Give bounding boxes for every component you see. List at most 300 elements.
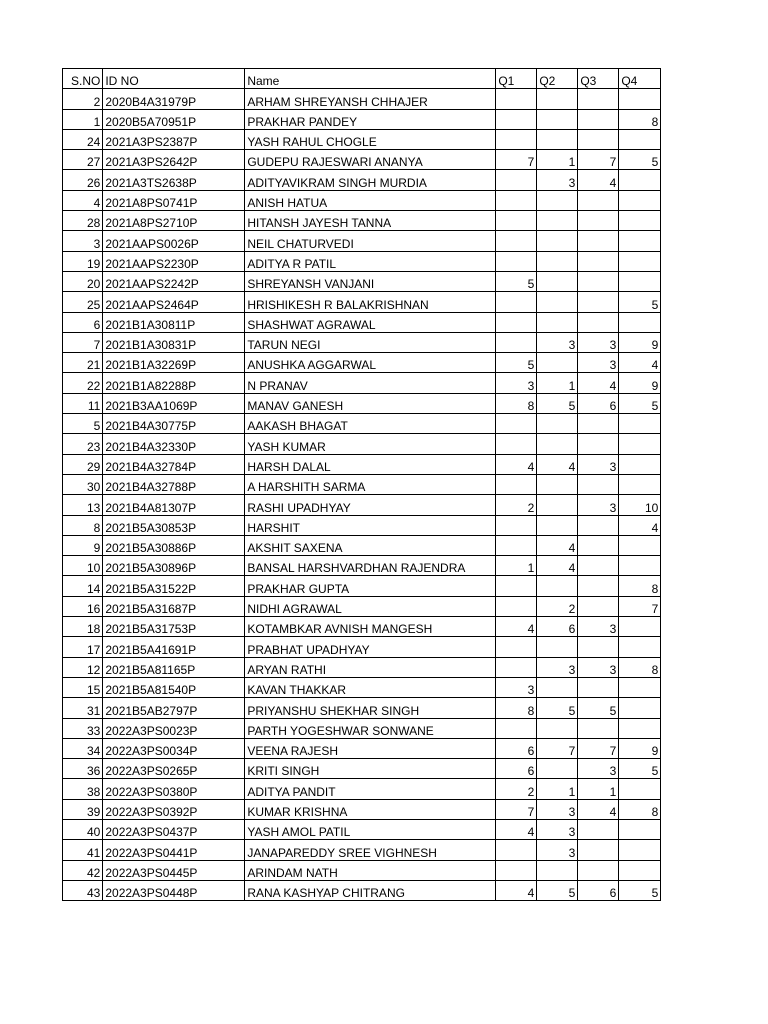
cell-name: PRAKHAR GUPTA bbox=[245, 576, 496, 596]
header-sno: S.NO bbox=[63, 69, 103, 89]
cell-name: PRABHAT UPADHYAY bbox=[245, 637, 496, 657]
table-row bbox=[63, 109, 661, 129]
cell-q2 bbox=[537, 637, 578, 657]
cell-q3: 4 bbox=[578, 373, 619, 393]
cell-q2 bbox=[537, 312, 578, 332]
cell-q1 bbox=[496, 576, 537, 596]
cell-q3 bbox=[578, 211, 619, 231]
cell-name: ADITYAVIKRAM SINGH MURDIA bbox=[245, 170, 496, 190]
cell-q1: 6 bbox=[496, 759, 537, 779]
cell-name: HRISHIKESH R BALAKRISHNAN bbox=[245, 292, 496, 312]
table-row bbox=[63, 434, 661, 454]
table-row bbox=[63, 698, 661, 718]
table-row bbox=[63, 312, 661, 332]
cell-id-no: 2021B5A81540P bbox=[103, 677, 245, 697]
cell-q3: 7 bbox=[578, 738, 619, 758]
cell-id-no: 2021B4A30775P bbox=[103, 414, 245, 434]
cell-q3: 4 bbox=[578, 170, 619, 190]
table-row bbox=[63, 738, 661, 758]
cell-q4 bbox=[619, 819, 661, 839]
cell-q4: 8 bbox=[619, 657, 661, 677]
cell-q3 bbox=[578, 819, 619, 839]
table-row bbox=[63, 211, 661, 231]
cell-sno: 1 bbox=[63, 109, 103, 129]
cell-q4 bbox=[619, 211, 661, 231]
cell-name: KOTAMBKAR AVNISH MANGESH bbox=[245, 617, 496, 637]
cell-q1: 8 bbox=[496, 393, 537, 413]
cell-id-no: 2021A8PS2710P bbox=[103, 211, 245, 231]
cell-name: KAVAN THAKKAR bbox=[245, 677, 496, 697]
cell-q3 bbox=[578, 576, 619, 596]
cell-q1 bbox=[496, 596, 537, 616]
table-row bbox=[63, 779, 661, 799]
cell-sno: 33 bbox=[63, 718, 103, 738]
cell-sno: 25 bbox=[63, 292, 103, 312]
cell-id-no: 2022A3PS0034P bbox=[103, 738, 245, 758]
cell-q1 bbox=[496, 637, 537, 657]
cell-q4 bbox=[619, 637, 661, 657]
cell-q4 bbox=[619, 718, 661, 738]
cell-q4 bbox=[619, 312, 661, 332]
cell-q4 bbox=[619, 779, 661, 799]
cell-sno: 16 bbox=[63, 596, 103, 616]
table-row bbox=[63, 170, 661, 190]
cell-q3 bbox=[578, 292, 619, 312]
cell-q4 bbox=[619, 454, 661, 474]
cell-q3: 3 bbox=[578, 332, 619, 352]
cell-q4: 9 bbox=[619, 738, 661, 758]
cell-q1: 4 bbox=[496, 617, 537, 637]
cell-id-no: 2021AAPS0026P bbox=[103, 231, 245, 251]
cell-q2: 2 bbox=[537, 596, 578, 616]
cell-q4 bbox=[619, 860, 661, 880]
cell-id-no: 2021B5A30886P bbox=[103, 535, 245, 555]
cell-name: ARINDAM NATH bbox=[245, 860, 496, 880]
cell-sno: 38 bbox=[63, 779, 103, 799]
cell-q4: 7 bbox=[619, 596, 661, 616]
cell-id-no: 2021B4A32784P bbox=[103, 454, 245, 474]
cell-q1 bbox=[496, 190, 537, 210]
cell-q3: 5 bbox=[578, 698, 619, 718]
cell-q2 bbox=[537, 759, 578, 779]
table-row bbox=[63, 759, 661, 779]
cell-name: KUMAR KRISHNA bbox=[245, 799, 496, 819]
cell-name: VEENA RAJESH bbox=[245, 738, 496, 758]
cell-name: GUDEPU RAJESWARI ANANYA bbox=[245, 150, 496, 170]
cell-id-no: 2021B4A32788P bbox=[103, 474, 245, 494]
cell-q2 bbox=[537, 109, 578, 129]
cell-q4: 9 bbox=[619, 373, 661, 393]
cell-q3 bbox=[578, 515, 619, 535]
cell-q4 bbox=[619, 535, 661, 555]
cell-q3 bbox=[578, 677, 619, 697]
cell-q2: 1 bbox=[537, 779, 578, 799]
cell-q4: 5 bbox=[619, 150, 661, 170]
cell-sno: 24 bbox=[63, 129, 103, 149]
cell-name: PARTH YOGESHWAR SONWANE bbox=[245, 718, 496, 738]
cell-q4 bbox=[619, 170, 661, 190]
cell-sno: 43 bbox=[63, 880, 103, 900]
cell-id-no: 2021AAPS2242P bbox=[103, 271, 245, 291]
cell-id-no: 2021B1A30811P bbox=[103, 312, 245, 332]
cell-id-no: 2020B4A31979P bbox=[103, 89, 245, 109]
cell-id-no: 2021B4A81307P bbox=[103, 495, 245, 515]
cell-id-no: 2021B5A31687P bbox=[103, 596, 245, 616]
cell-q1: 8 bbox=[496, 698, 537, 718]
cell-name: AKSHIT SAXENA bbox=[245, 535, 496, 555]
cell-name: A HARSHITH SARMA bbox=[245, 474, 496, 494]
cell-q3 bbox=[578, 860, 619, 880]
cell-q1: 5 bbox=[496, 271, 537, 291]
cell-id-no: 2022A3PS0380P bbox=[103, 779, 245, 799]
cell-name: ARHAM SHREYANSH CHHAJER bbox=[245, 89, 496, 109]
cell-id-no: 2021A3TS2638P bbox=[103, 170, 245, 190]
cell-id-no: 2021A3PS2642P bbox=[103, 150, 245, 170]
cell-q4 bbox=[619, 231, 661, 251]
cell-q4: 5 bbox=[619, 880, 661, 900]
cell-name: N PRANAV bbox=[245, 373, 496, 393]
cell-q4: 4 bbox=[619, 515, 661, 535]
cell-q4: 5 bbox=[619, 759, 661, 779]
cell-q2 bbox=[537, 211, 578, 231]
cell-q4 bbox=[619, 434, 661, 454]
cell-q3 bbox=[578, 840, 619, 860]
cell-q3: 7 bbox=[578, 150, 619, 170]
cell-q1: 3 bbox=[496, 373, 537, 393]
cell-q1 bbox=[496, 718, 537, 738]
table-row bbox=[63, 332, 661, 352]
cell-q4 bbox=[619, 129, 661, 149]
cell-name: ANISH HATUA bbox=[245, 190, 496, 210]
cell-q3: 3 bbox=[578, 353, 619, 373]
cell-q3: 1 bbox=[578, 779, 619, 799]
cell-q1: 7 bbox=[496, 150, 537, 170]
cell-q3: 6 bbox=[578, 880, 619, 900]
cell-name: HARSH DALAL bbox=[245, 454, 496, 474]
cell-name: ADITYA R PATIL bbox=[245, 251, 496, 271]
cell-q3: 3 bbox=[578, 657, 619, 677]
cell-q1 bbox=[496, 657, 537, 677]
cell-q2 bbox=[537, 89, 578, 109]
cell-q2: 3 bbox=[537, 657, 578, 677]
cell-q2 bbox=[537, 251, 578, 271]
cell-q2: 1 bbox=[537, 150, 578, 170]
cell-q2: 4 bbox=[537, 556, 578, 576]
cell-q3 bbox=[578, 556, 619, 576]
cell-q4: 8 bbox=[619, 576, 661, 596]
cell-sno: 10 bbox=[63, 556, 103, 576]
cell-q4 bbox=[619, 698, 661, 718]
cell-sno: 6 bbox=[63, 312, 103, 332]
cell-id-no: 2020B5A70951P bbox=[103, 109, 245, 129]
cell-id-no: 2021B1A30831P bbox=[103, 332, 245, 352]
cell-sno: 8 bbox=[63, 515, 103, 535]
cell-name: TARUN NEGI bbox=[245, 332, 496, 352]
table-row bbox=[63, 799, 661, 819]
cell-id-no: 2021B5A30896P bbox=[103, 556, 245, 576]
cell-q1: 4 bbox=[496, 880, 537, 900]
cell-sno: 27 bbox=[63, 150, 103, 170]
table-row bbox=[63, 353, 661, 373]
cell-q2 bbox=[537, 495, 578, 515]
cell-q1 bbox=[496, 414, 537, 434]
cell-q4: 8 bbox=[619, 799, 661, 819]
table-row bbox=[63, 393, 661, 413]
cell-q2: 3 bbox=[537, 332, 578, 352]
header-q1: Q1 bbox=[496, 69, 537, 89]
cell-sno: 29 bbox=[63, 454, 103, 474]
cell-id-no: 2021B5A41691P bbox=[103, 637, 245, 657]
cell-q3 bbox=[578, 474, 619, 494]
cell-sno: 34 bbox=[63, 738, 103, 758]
cell-q3 bbox=[578, 251, 619, 271]
cell-q3 bbox=[578, 535, 619, 555]
cell-q1 bbox=[496, 251, 537, 271]
cell-q3 bbox=[578, 312, 619, 332]
cell-q1: 2 bbox=[496, 779, 537, 799]
cell-q2 bbox=[537, 860, 578, 880]
cell-q4 bbox=[619, 677, 661, 697]
cell-q3 bbox=[578, 231, 619, 251]
cell-name: ADITYA PANDIT bbox=[245, 779, 496, 799]
cell-name: SHREYANSH VANJANI bbox=[245, 271, 496, 291]
cell-name: BANSAL HARSHVARDHAN RAJENDRA bbox=[245, 556, 496, 576]
cell-name: ANUSHKA AGGARWAL bbox=[245, 353, 496, 373]
cell-q1 bbox=[496, 840, 537, 860]
cell-q1: 1 bbox=[496, 556, 537, 576]
cell-q2 bbox=[537, 190, 578, 210]
cell-q4 bbox=[619, 414, 661, 434]
cell-q1 bbox=[496, 515, 537, 535]
cell-sno: 21 bbox=[63, 353, 103, 373]
cell-id-no: 2021B5AB2797P bbox=[103, 698, 245, 718]
cell-q2: 1 bbox=[537, 373, 578, 393]
student-scores-table bbox=[62, 68, 661, 901]
cell-q2: 3 bbox=[537, 170, 578, 190]
cell-q1: 6 bbox=[496, 738, 537, 758]
cell-q3: 3 bbox=[578, 759, 619, 779]
cell-q2 bbox=[537, 434, 578, 454]
cell-sno: 18 bbox=[63, 617, 103, 637]
cell-q1: 3 bbox=[496, 677, 537, 697]
cell-q1 bbox=[496, 860, 537, 880]
cell-q2 bbox=[537, 515, 578, 535]
cell-q1: 2 bbox=[496, 495, 537, 515]
cell-sno: 5 bbox=[63, 414, 103, 434]
cell-q1 bbox=[496, 109, 537, 129]
table-row bbox=[63, 89, 661, 109]
cell-name: MANAV GANESH bbox=[245, 393, 496, 413]
cell-q3 bbox=[578, 414, 619, 434]
table-row bbox=[63, 556, 661, 576]
table-row bbox=[63, 819, 661, 839]
table-row bbox=[63, 271, 661, 291]
cell-q3: 3 bbox=[578, 617, 619, 637]
cell-q2: 4 bbox=[537, 535, 578, 555]
table-row bbox=[63, 880, 661, 900]
cell-id-no: 2021B1A32269P bbox=[103, 353, 245, 373]
cell-sno: 22 bbox=[63, 373, 103, 393]
cell-name: YASH AMOL PATIL bbox=[245, 819, 496, 839]
cell-q2: 5 bbox=[537, 880, 578, 900]
cell-q2 bbox=[537, 129, 578, 149]
cell-id-no: 2022A3PS0448P bbox=[103, 880, 245, 900]
cell-name: HARSHIT bbox=[245, 515, 496, 535]
cell-q1 bbox=[496, 170, 537, 190]
cell-q1 bbox=[496, 211, 537, 231]
cell-sno: 20 bbox=[63, 271, 103, 291]
cell-q3 bbox=[578, 190, 619, 210]
cell-sno: 31 bbox=[63, 698, 103, 718]
table-body bbox=[63, 89, 661, 901]
cell-q1: 5 bbox=[496, 353, 537, 373]
cell-name: NIDHI AGRAWAL bbox=[245, 596, 496, 616]
cell-q1: 4 bbox=[496, 819, 537, 839]
cell-q4: 8 bbox=[619, 109, 661, 129]
table-row bbox=[63, 251, 661, 271]
cell-id-no: 2021B3AA1069P bbox=[103, 393, 245, 413]
cell-q3 bbox=[578, 129, 619, 149]
cell-q4 bbox=[619, 89, 661, 109]
cell-q3: 3 bbox=[578, 495, 619, 515]
cell-sno: 2 bbox=[63, 89, 103, 109]
table-row bbox=[63, 637, 661, 657]
cell-id-no: 2021B1A82288P bbox=[103, 373, 245, 393]
cell-name: JANAPAREDDY SREE VIGHNESH bbox=[245, 840, 496, 860]
cell-q1 bbox=[496, 332, 537, 352]
table-row bbox=[63, 840, 661, 860]
cell-q4: 10 bbox=[619, 495, 661, 515]
cell-id-no: 2021A3PS2387P bbox=[103, 129, 245, 149]
cell-q2 bbox=[537, 292, 578, 312]
table-row bbox=[63, 677, 661, 697]
header-q2: Q2 bbox=[537, 69, 578, 89]
cell-sno: 19 bbox=[63, 251, 103, 271]
cell-sno: 39 bbox=[63, 799, 103, 819]
cell-name: YASH RAHUL CHOGLE bbox=[245, 129, 496, 149]
cell-q4 bbox=[619, 251, 661, 271]
cell-name: KRITI SINGH bbox=[245, 759, 496, 779]
cell-q2: 3 bbox=[537, 819, 578, 839]
table-row bbox=[63, 617, 661, 637]
cell-q4 bbox=[619, 556, 661, 576]
cell-q4: 5 bbox=[619, 393, 661, 413]
cell-q4: 9 bbox=[619, 332, 661, 352]
table-row bbox=[63, 718, 661, 738]
cell-id-no: 2021A8PS0741P bbox=[103, 190, 245, 210]
cell-q4 bbox=[619, 190, 661, 210]
cell-sno: 17 bbox=[63, 637, 103, 657]
cell-name: HITANSH JAYESH TANNA bbox=[245, 211, 496, 231]
cell-q1: 4 bbox=[496, 454, 537, 474]
cell-id-no: 2021B4A32330P bbox=[103, 434, 245, 454]
table-row bbox=[63, 373, 661, 393]
cell-sno: 15 bbox=[63, 677, 103, 697]
cell-q2 bbox=[537, 576, 578, 596]
header-row bbox=[63, 69, 661, 89]
cell-id-no: 2022A3PS0445P bbox=[103, 860, 245, 880]
cell-q4: 4 bbox=[619, 353, 661, 373]
cell-sno: 4 bbox=[63, 190, 103, 210]
cell-q2 bbox=[537, 474, 578, 494]
cell-q3 bbox=[578, 718, 619, 738]
cell-name: PRIYANSHU SHEKHAR SINGH bbox=[245, 698, 496, 718]
cell-q2 bbox=[537, 231, 578, 251]
cell-name: AAKASH BHAGAT bbox=[245, 414, 496, 434]
table-row bbox=[63, 292, 661, 312]
cell-id-no: 2021B5A31522P bbox=[103, 576, 245, 596]
cell-name: PRAKHAR PANDEY bbox=[245, 109, 496, 129]
cell-q1 bbox=[496, 89, 537, 109]
cell-q1 bbox=[496, 292, 537, 312]
cell-q2: 3 bbox=[537, 840, 578, 860]
cell-sno: 28 bbox=[63, 211, 103, 231]
cell-q2 bbox=[537, 271, 578, 291]
cell-id-no: 2022A3PS0441P bbox=[103, 840, 245, 860]
cell-q2 bbox=[537, 677, 578, 697]
cell-sno: 40 bbox=[63, 819, 103, 839]
table-row bbox=[63, 474, 661, 494]
cell-name: SHASHWAT AGRAWAL bbox=[245, 312, 496, 332]
cell-q1 bbox=[496, 535, 537, 555]
table-row bbox=[63, 190, 661, 210]
table-row bbox=[63, 576, 661, 596]
cell-q3 bbox=[578, 434, 619, 454]
cell-q2: 4 bbox=[537, 454, 578, 474]
cell-q1 bbox=[496, 129, 537, 149]
cell-sno: 12 bbox=[63, 657, 103, 677]
cell-q2 bbox=[537, 718, 578, 738]
cell-sno: 14 bbox=[63, 576, 103, 596]
cell-q2: 6 bbox=[537, 617, 578, 637]
cell-q2: 3 bbox=[537, 799, 578, 819]
cell-q3 bbox=[578, 109, 619, 129]
cell-id-no: 2021AAPS2230P bbox=[103, 251, 245, 271]
cell-sno: 9 bbox=[63, 535, 103, 555]
cell-q1: 7 bbox=[496, 799, 537, 819]
cell-sno: 11 bbox=[63, 393, 103, 413]
cell-q2: 7 bbox=[537, 738, 578, 758]
cell-q4 bbox=[619, 617, 661, 637]
cell-name: YASH KUMAR bbox=[245, 434, 496, 454]
cell-sno: 23 bbox=[63, 434, 103, 454]
cell-id-no: 2022A3PS0265P bbox=[103, 759, 245, 779]
cell-id-no: 2021B5A31753P bbox=[103, 617, 245, 637]
header-q4: Q4 bbox=[619, 69, 661, 89]
cell-sno: 7 bbox=[63, 332, 103, 352]
cell-q4 bbox=[619, 840, 661, 860]
cell-sno: 41 bbox=[63, 840, 103, 860]
table-row bbox=[63, 535, 661, 555]
table-row bbox=[63, 495, 661, 515]
table-row bbox=[63, 657, 661, 677]
cell-sno: 26 bbox=[63, 170, 103, 190]
cell-q3: 4 bbox=[578, 799, 619, 819]
header-name: Name bbox=[245, 69, 496, 89]
cell-id-no: 2021AAPS2464P bbox=[103, 292, 245, 312]
cell-q2: 5 bbox=[537, 698, 578, 718]
table-row bbox=[63, 231, 661, 251]
cell-id-no: 2022A3PS0392P bbox=[103, 799, 245, 819]
table-row bbox=[63, 129, 661, 149]
table-row bbox=[63, 454, 661, 474]
table-row bbox=[63, 515, 661, 535]
cell-name: NEIL CHATURVEDI bbox=[245, 231, 496, 251]
cell-q2: 5 bbox=[537, 393, 578, 413]
cell-q3 bbox=[578, 596, 619, 616]
table-row bbox=[63, 414, 661, 434]
cell-sno: 36 bbox=[63, 759, 103, 779]
